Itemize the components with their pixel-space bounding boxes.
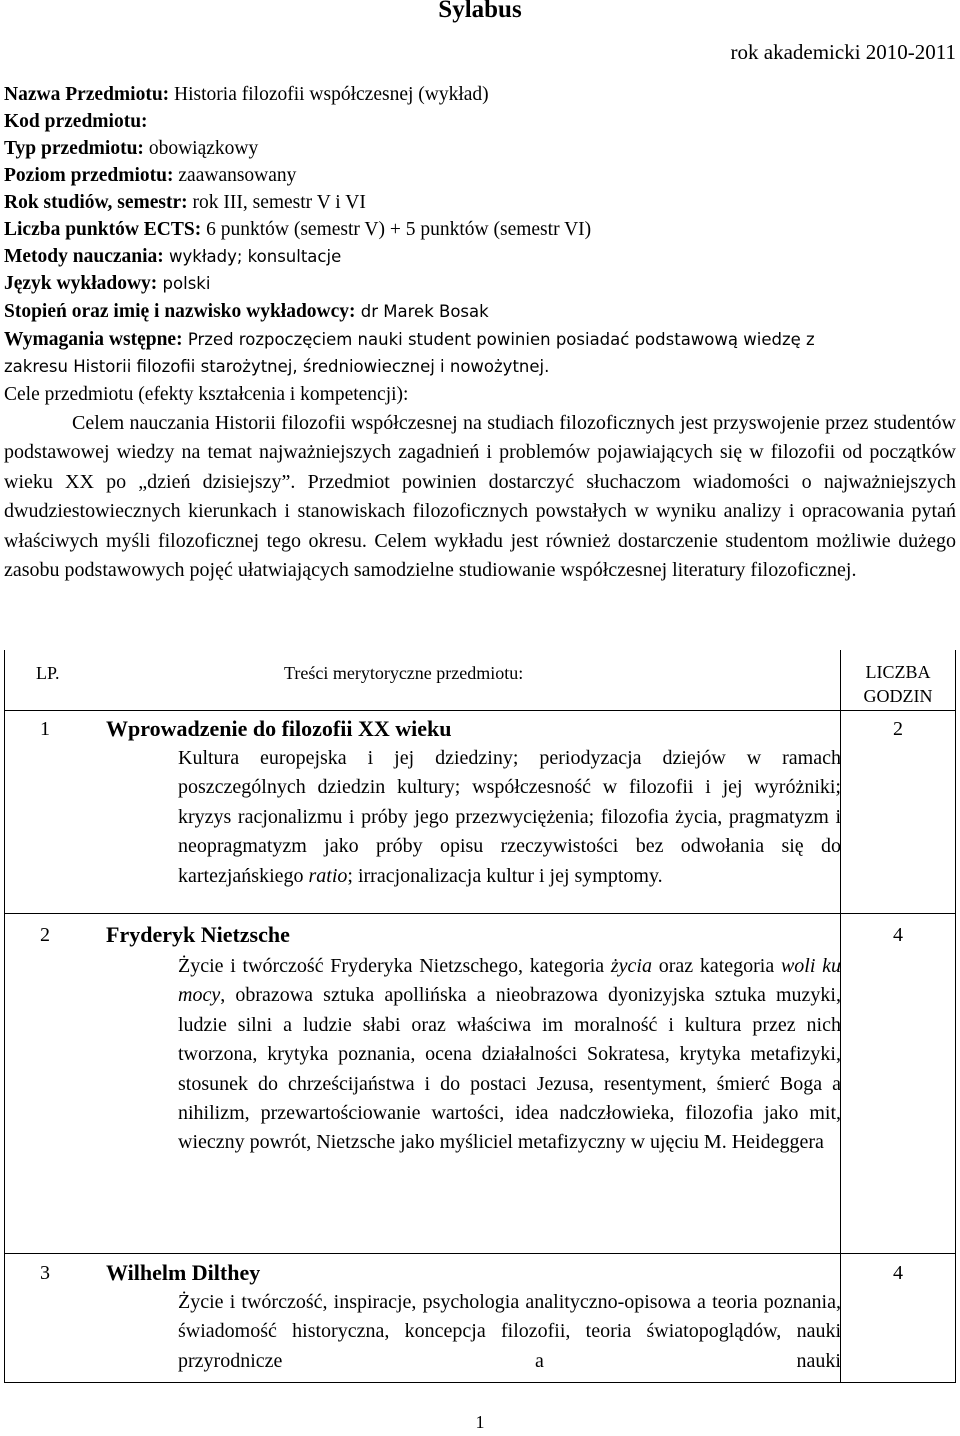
- header-content: Treści merytoryczne przedmiotu:: [284, 663, 524, 683]
- meta-requirements: [4, 327, 956, 353]
- meta-course-level: [4, 163, 956, 189]
- meta-label: Poziom przedmiotu:: [4, 165, 174, 186]
- meta-lecturer: [4, 299, 956, 325]
- row-divider: [4, 1253, 956, 1254]
- row-title: Wprowadzenie do filozofii XX wieku: [106, 716, 452, 741]
- header-lp: LP.: [36, 663, 60, 683]
- document-title: Sylabus: [438, 0, 522, 23]
- meta-ects: [4, 217, 956, 243]
- meta-label: Typ przedmiotu:: [4, 138, 144, 159]
- desc-italic: ratio: [308, 864, 348, 887]
- meta-course-code: [4, 109, 956, 135]
- meta-course-name: [4, 82, 956, 108]
- meta-value: dr Marek Bosak: [355, 302, 489, 321]
- row-hours: 4: [893, 1262, 903, 1284]
- desc-text: ; irracjonalizacja kultur i jej symptomy.: [347, 864, 663, 887]
- meta-label: Kod przedmiotu:: [4, 111, 148, 132]
- meta-label: Stopień oraz imię i nazwisko wykładowcy:: [4, 301, 356, 322]
- row-hours: 2: [893, 718, 903, 740]
- academic-year: rok akademicki 2010-2011: [730, 40, 956, 64]
- header-hours-line1: LICZBA: [865, 662, 931, 682]
- row-number: 1: [40, 718, 50, 740]
- desc-text: , obrazowa sztuka apollińska a nieobrazowa dyonizyjska sztuka muzyki, ludzie silni a ludzie słabi oraz właściwa im moralność i kultura przez nich tworzona, krytyka poznania, ocena działalności Sokratesa, krytyka metafizyki, stosunek do chrześcijaństwa i do postaci Jezusa, resentyment, śmierć Boga a nihilizm, przewartościowanie wartości, idea nadczłowieka, filozofia jako mit, wieczny powrót, Nietzsche jako myśliciel metafizyczny w ujęciu M. Heideggera: [178, 984, 841, 1154]
- row-hours: 4: [893, 924, 903, 946]
- row-divider: [4, 913, 956, 914]
- desc-text: Życie i twórczość Fryderyka Nietzschego, kategoria: [178, 955, 611, 977]
- meta-label: Nazwa Przedmiotu:: [4, 84, 170, 105]
- row-description: [178, 1288, 841, 1376]
- row-description: [178, 952, 841, 1158]
- meta-value: 6 punktów (semestr V) + 5 punktów (semestr VI): [201, 219, 592, 240]
- desc-text: Kultura europejska i jej dziedziny; periodyzacja dziejów w ramach poszczególnych dziedzin kultury; współczesność w filozofii i jej wyróżniki; kryzys racjonalizmu i próby jego przezwyciężenia; filozofia życia, pragmatyzm i neopragmatyzm jako próby opisu rzeczywistości bez odwołania się do kartezjańskiego: [178, 747, 841, 887]
- row-number: 3: [40, 1262, 50, 1284]
- desc-text: Życie i twórczość, inspiracje, psychologia analityczno-opisowa a teoria poznania, świadomość historyczna, koncepcja filozofii, teoria światopoglądów, nauki przyrodnicze a nauki: [178, 1291, 841, 1372]
- row-description: [178, 744, 841, 891]
- meta-value: obowiązkowy: [143, 138, 259, 159]
- row-title: Fryderyk Nietzsche: [106, 922, 290, 947]
- desc-text: oraz kategoria: [651, 955, 781, 977]
- meta-course-type: [4, 136, 956, 162]
- meta-year-semester: [4, 190, 956, 216]
- meta-value: zaawansowany: [173, 165, 297, 186]
- meta-teaching-methods: [4, 244, 956, 270]
- meta-requirements-continued: [4, 354, 956, 380]
- header-hours-line2: GODZIN: [863, 686, 933, 706]
- meta-label: Rok studiów, semestr:: [4, 192, 188, 213]
- table-left-border: [4, 650, 5, 1383]
- table-header-divider: [4, 710, 956, 711]
- objectives-paragraph: Celem nauczania Historii filozofii współczesnej na studiach filozoficznych jest przyswojenie przez studentów podstawowej wiedzy na temat najważniejszych zagadnień i problemów pojawiających się w filozofii od początków wieku XX po „dzień dzisiejszy”. Przedmiot powinien dostarczyć słuchaczom wiadomości o najważniejszych dwudziestowiecznych kierunkach i stanowiskach filozoficznych powstałych w wyniku analizy i opracowania pytań właściwych myśli filozoficznej tego okresu. Celem wykładu jest również dostarczenie studentom możliwie dużego zasobu podstawowych pojęć ułatwiających samodzielne studiowanie współczesnej literatury filozoficznej.: [4, 412, 956, 582]
- meta-language: [4, 271, 956, 297]
- meta-value: Przed rozpoczęciem nauki student powinien posiadać podstawową wiedzę z: [182, 330, 815, 349]
- table-bottom-border: [4, 1382, 956, 1383]
- header-hours: [840, 660, 956, 708]
- page-number: 1: [475, 1412, 485, 1432]
- meta-value: polski: [157, 274, 211, 293]
- meta-label: Wymagania wstępne:: [4, 329, 183, 350]
- meta-value: zakresu Historii filozofii starożytnej, średniowiecznej i nowożytnej.: [4, 357, 550, 376]
- meta-value: rok III, semestr V i VI: [187, 192, 366, 213]
- desc-italic: życia: [610, 955, 652, 977]
- row-title: Wilhelm Dilthey: [106, 1260, 261, 1285]
- meta-value: Historia filozofii współczesnej (wykład): [169, 84, 489, 105]
- objectives-heading: Cele przedmiotu (efekty kształcenia i kompetencji):: [4, 384, 409, 405]
- desc-italic: woli ku mocy: [178, 955, 841, 1007]
- meta-value: wykłady; konsultacje: [163, 247, 342, 266]
- meta-label: Język wykładowy:: [4, 273, 158, 294]
- meta-label: Metody nauczania:: [4, 246, 164, 267]
- meta-label: Liczba punktów ECTS:: [4, 219, 202, 240]
- row-number: 2: [40, 924, 50, 946]
- content-table: [4, 650, 956, 1386]
